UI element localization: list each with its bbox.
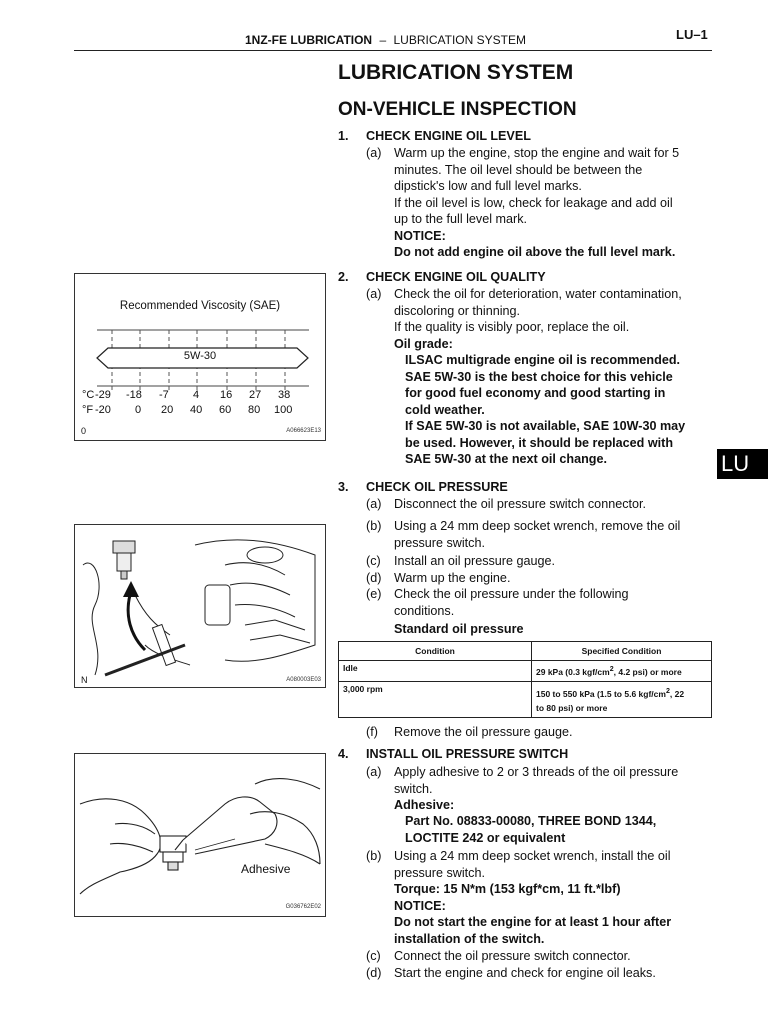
header-dash: – — [379, 33, 387, 47]
figure-id: A080003E03 — [286, 677, 321, 683]
adhesive-illustration — [75, 754, 325, 916]
finger-lines — [110, 823, 155, 852]
step3-a-label: (a) — [366, 497, 382, 511]
switch-body — [160, 836, 186, 852]
viscosity-figure — [74, 273, 326, 441]
step1-a-label: (a) — [366, 146, 382, 160]
tick-label: 38 — [278, 389, 291, 401]
engine-outline — [83, 563, 99, 675]
text-line: minutes. The oil level should be between the — [394, 162, 643, 177]
text-line: discoloring or thinning. — [394, 303, 521, 318]
text-line: switch. — [394, 781, 433, 796]
text-line: SAE 5W-30 at the next oil change. — [405, 452, 607, 466]
figure-corner-mark: 0 — [81, 426, 87, 436]
text-line: Using a 24 mm deep socket wrench, install the oil — [394, 849, 671, 863]
fahrenheit-unit: °F — [82, 404, 94, 416]
text-line: cold weather. — [405, 402, 485, 417]
step1-a-text — [394, 145, 679, 261]
text-line: Warm up the engine, stop the engine and wait for 5 — [394, 146, 680, 160]
tick-label: 20 — [161, 404, 174, 416]
step3-a-text: Disconnect the oil pressure switch connector. — [394, 497, 646, 511]
switch-thread — [168, 862, 178, 870]
table-header-condition: Condition — [339, 642, 532, 661]
engine-detail — [245, 620, 310, 643]
switch-hex — [163, 852, 183, 862]
running-header — [245, 33, 526, 47]
torque-spec: Torque: 15 N*m (153 kgf*cm, 11 ft.*lbf) — [394, 882, 621, 896]
step3-e-text — [394, 586, 629, 638]
spec-text: , 4.2 psi) or more — [613, 666, 682, 677]
step4-title: INSTALL OIL PRESSURE SWITCH — [366, 747, 569, 761]
viscosity-grade-label: 5W-30 — [183, 350, 217, 362]
table-row — [339, 682, 712, 718]
text-line: ILSAC multigrade engine oil is recommended. — [405, 353, 681, 367]
switch-hex — [117, 553, 131, 571]
text-line: Part No. 08833-00080, THREE BOND 1344, — [405, 814, 657, 828]
adhesive-callout: Adhesive — [241, 862, 291, 876]
step3-number: 3. — [338, 480, 349, 494]
switch-body — [113, 541, 135, 553]
page-number: LU–1 — [676, 27, 708, 42]
tick-label: -20 — [95, 404, 111, 416]
step4-c-text: Connect the oil pressure switch connector. — [394, 949, 631, 963]
text-line: conditions. — [394, 603, 455, 618]
step1-number: 1. — [338, 129, 349, 143]
step3-d-text: Warm up the engine. — [394, 571, 511, 585]
step3-f-label: (f) — [366, 725, 378, 739]
step2-a-text — [394, 286, 682, 352]
text-line: Check the oil for deterioration, water contamination, — [394, 287, 682, 301]
step3-b-text — [394, 518, 680, 551]
step4-b-label: (b) — [366, 849, 382, 863]
text-line: installation of the switch. — [394, 931, 545, 946]
table-cell-spec — [532, 661, 712, 682]
step1-title: CHECK ENGINE OIL LEVEL — [366, 129, 531, 143]
table-cell-condition: Idle — [339, 661, 532, 682]
text-line: pressure switch. — [394, 865, 485, 880]
wrench-extension — [152, 624, 175, 665]
viscosity-title: Recommended Viscosity (SAE) — [119, 300, 281, 312]
step2-number: 2. — [338, 270, 349, 284]
text-line: If the oil level is low, check for leakage and add oil — [394, 195, 673, 210]
oil-grade-text — [405, 352, 685, 468]
spec-text: to 80 psi) or more — [536, 702, 608, 713]
header-section-bold: 1NZ-FE LUBRICATION — [245, 33, 373, 47]
tick-label: -29 — [95, 389, 111, 401]
header-section-plain: LUBRICATION SYSTEM — [393, 33, 526, 47]
figure-id: A066623E13 — [286, 428, 321, 434]
notice-label: NOTICE: — [394, 898, 446, 913]
spec-text: , 22 — [669, 688, 685, 699]
tick-label: 27 — [249, 389, 262, 401]
step4-b-text — [394, 848, 671, 947]
apply-adhesive-figure — [74, 753, 326, 917]
left-hand-drawing — [80, 799, 161, 894]
figure-id: G036762E02 — [285, 904, 321, 910]
step3-b-label: (b) — [366, 519, 382, 533]
step4-number: 4. — [338, 747, 349, 761]
text-line: If SAE 5W-30 is not available, SAE 10W-30 may — [405, 419, 686, 433]
engine-detail — [205, 585, 230, 625]
adhesive-tube-drawing — [175, 797, 277, 854]
engine-detail — [225, 563, 295, 617]
removal-arrowhead — [123, 581, 139, 597]
tick-label: 100 — [274, 404, 293, 416]
step3-c-text: Install an oil pressure gauge. — [394, 554, 556, 568]
celsius-unit: °C — [82, 389, 95, 401]
oil-pressure-table — [338, 641, 712, 718]
tick-label: 40 — [190, 404, 203, 416]
adhesive-label: Adhesive: — [394, 798, 455, 812]
step3-d-label: (d) — [366, 571, 382, 585]
step4-c-label: (c) — [366, 949, 381, 963]
tick-label: 0 — [135, 404, 142, 416]
step3-e-label: (e) — [366, 587, 382, 601]
text-line: Do not start the engine for at least 1 hour after — [394, 915, 672, 929]
page-title: LUBRICATION SYSTEM — [338, 61, 574, 84]
step3-title: CHECK OIL PRESSURE — [366, 480, 508, 494]
fahrenheit-ticks — [97, 404, 317, 418]
text-line: for good fuel economy and good starting in — [405, 386, 666, 400]
step2-title: CHECK ENGINE OIL QUALITY — [366, 270, 546, 284]
table-row — [339, 661, 712, 682]
step4-a-text — [394, 764, 678, 814]
oil-pressure-switch-drawing — [113, 541, 135, 579]
table-header-spec: Specified Condition — [532, 642, 712, 661]
figure-corner-mark: N — [81, 675, 88, 685]
table-header-row — [339, 642, 712, 661]
oil-grade-label: Oil grade: — [394, 336, 453, 351]
step4-d-label: (d) — [366, 966, 382, 980]
text-line: Using a 24 mm deep socket wrench, remove the oil — [394, 519, 681, 533]
notice-text: Do not add engine oil above the full level mark. — [394, 245, 676, 259]
side-tab-lu: LU — [717, 449, 768, 479]
tick-label: 4 — [193, 389, 200, 401]
table-cell-spec — [532, 682, 712, 718]
step3-c-label: (c) — [366, 554, 381, 568]
engine-outline — [195, 540, 315, 662]
text-line: Apply adhesive to 2 or 3 threads of the oil pressure — [394, 765, 679, 779]
tick-label: 60 — [219, 404, 232, 416]
remove-switch-figure — [74, 524, 326, 688]
spec-text: 29 kPa (0.3 kgf/cm — [536, 666, 610, 677]
tick-label: 16 — [220, 389, 233, 401]
step2-a-label: (a) — [366, 287, 382, 301]
engine-illustration — [75, 525, 325, 687]
table-cell-condition: 3,000 rpm — [339, 682, 532, 718]
switch-thread — [121, 571, 127, 579]
text-line: If the quality is visibly poor, replace the oil. — [394, 320, 630, 334]
engine-detail — [247, 547, 283, 563]
standard-oil-pressure-label: Standard oil pressure — [394, 622, 524, 636]
step4-d-text: Start the engine and check for engine oil leaks. — [394, 966, 656, 980]
tick-label: 80 — [248, 404, 261, 416]
text-line: up to the full level mark. — [394, 212, 527, 226]
hand-outline — [80, 799, 161, 894]
adhesive-spec — [405, 813, 656, 846]
spec-text: 150 to 550 kPa (1.5 to 5.6 kgf/cm — [536, 688, 666, 699]
text-line: pressure switch. — [394, 535, 485, 550]
header-rule — [74, 50, 712, 51]
section-title: ON-VEHICLE INSPECTION — [338, 99, 577, 120]
text-line: SAE 5W-30 is the best choice for this vehicle — [405, 369, 673, 384]
text-line: Check the oil pressure under the following — [394, 587, 629, 601]
removal-arrow — [128, 595, 145, 650]
tube-body — [183, 797, 277, 854]
tick-label: -18 — [126, 389, 142, 401]
text-line: dipstick's low and full level marks. — [394, 179, 582, 193]
step4-a-label: (a) — [366, 765, 382, 779]
spec-superscript: 2 — [665, 687, 670, 695]
text-line: be used. However, it should be replaced with — [405, 435, 674, 450]
step3-f-text: Remove the oil pressure gauge. — [394, 725, 573, 739]
notice-label: NOTICE: — [394, 228, 446, 243]
celsius-ticks — [97, 389, 317, 403]
spec-superscript: 2 — [609, 665, 614, 674]
text-line: LOCTITE 242 or equivalent — [405, 830, 566, 845]
tick-label: -7 — [159, 389, 169, 401]
